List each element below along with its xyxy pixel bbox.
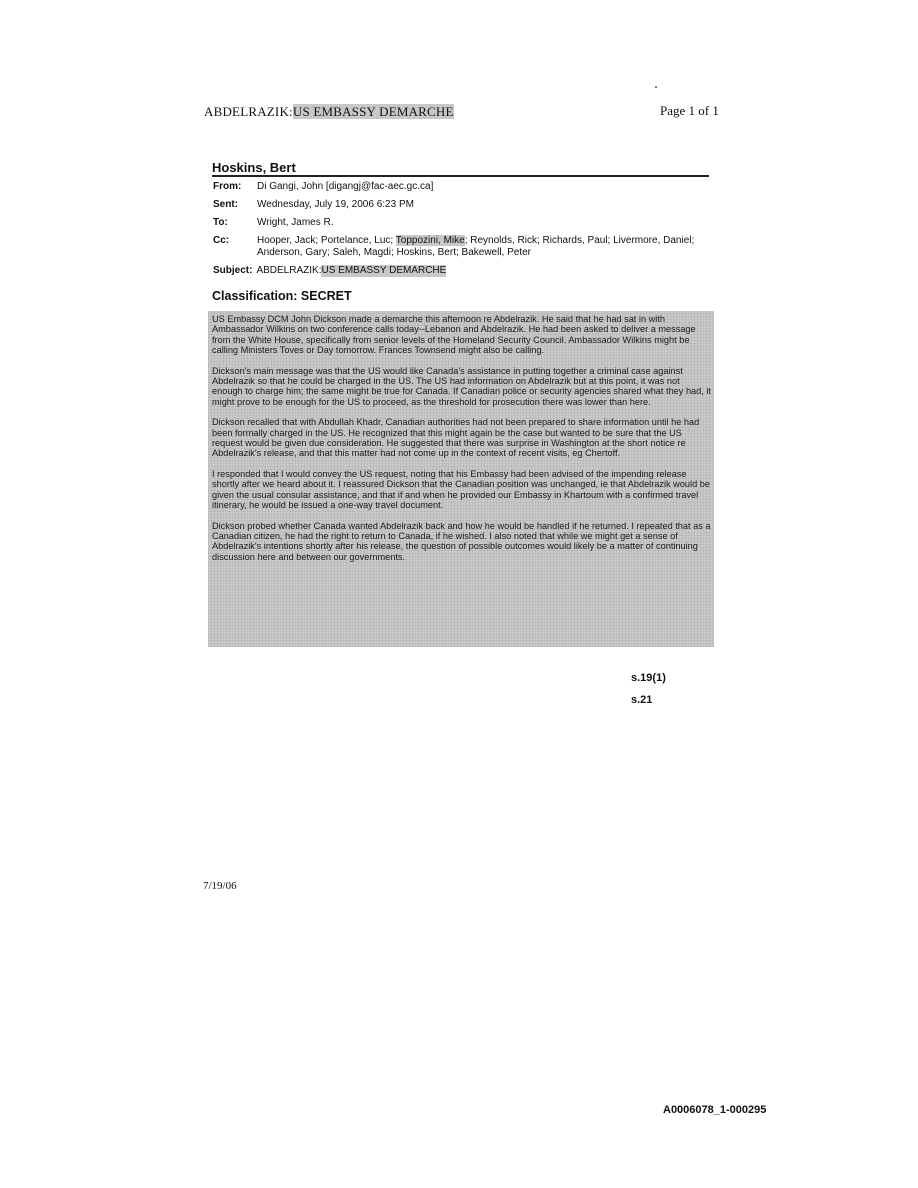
cc-redacted-name: Toppozini, Mike bbox=[395, 235, 465, 246]
page-number: Page 1 of 1 bbox=[660, 103, 719, 118]
from-value: Di Gangi, John [digangj@fac-aec.gc.ca] bbox=[257, 181, 434, 192]
body-paragraph-5: Dickson probed whether Canada wanted Abdelrazik back and how he would be handled if he returned. I repeated that as a Canadian citizen, he had the right to return to Canada, if he wished. I also noted that while we might get a sense of Abdelrazik's intentions shortly after his release, the question of possible outcomes would likely be a matter of continuing discussion here and between our governments. bbox=[212, 520, 711, 562]
title-redacted-portion: US EMBASSY DEMARCHE bbox=[292, 104, 454, 119]
title-prefix: ABDELRAZIK: bbox=[204, 104, 293, 119]
classification-heading: Classification: SECRET bbox=[212, 289, 352, 303]
sent-label: Sent: bbox=[213, 199, 238, 210]
email-header-fields bbox=[213, 181, 713, 277]
from-label: From: bbox=[213, 181, 242, 192]
body-paragraph-3: Dickson recalled that with Abdullah Khadr, Canadian authorities had not been prepared to share information until he had been formally charged in the US. He recognized that this might again be the case but wanted to be sure that the US request would be given due consideration. He suggested that there was surprise in Washington at the short notice re Abdelrazik's release, and that this matter had not come up in the context of recent visits, eg Chertoff. bbox=[212, 417, 700, 459]
document-id: A0006078_1-000295 bbox=[663, 1104, 767, 1116]
subject-redacted-portion: US EMBASSY DEMARCHE bbox=[321, 265, 447, 276]
exemption-code-2: s.21 bbox=[631, 694, 653, 706]
cc-value bbox=[257, 235, 713, 259]
body-paragraph-4: I responded that I would convey the US request, noting that his Embassy had been advised of the impending release shortly after we heard about it. I reassured Dickson that the Canadian position was unchanged, ie that Abdelrazik would be given the usual consular assistance, and that if and when he provided our Embassy in Khartoum with a confirmed travel itinerary, he would be issued a one-way travel document. bbox=[212, 468, 710, 511]
scan-speck bbox=[655, 86, 657, 88]
sender-divider bbox=[212, 175, 709, 177]
subject-label: Subject: bbox=[213, 265, 253, 276]
sender-name: Hoskins, Bert bbox=[212, 160, 296, 175]
document-title bbox=[204, 104, 454, 120]
body-paragraph-2: Dickson's main message was that the US would like Canada's assistance in putting together a criminal case against Abdelrazik so that he could be charged in the US. The US had information on Abdelrazik but at this point, it was not enough to charge him; the same might be true for Canada. If Canadian police or security agencies shared what they had, it might prove to be enough for the US to proceed, as the threshold for prosecution there was lower than here. bbox=[212, 365, 711, 407]
to-row bbox=[213, 217, 713, 229]
cc-value-start: Hooper, Jack; Portelance, Luc; bbox=[257, 235, 396, 246]
to-label: To: bbox=[213, 217, 228, 228]
sent-value: Wednesday, July 19, 2006 6:23 PM bbox=[257, 199, 414, 210]
subject-prefix: ABDELRAZIK: bbox=[256, 265, 322, 276]
message-body bbox=[212, 314, 712, 572]
cc-value-end: ; Reynolds, Rick; Richards, Paul; Livermore, Daniel; Anderson, Gary; Saleh, Magdi; Hoskins, Bert; Bakewell, Peter bbox=[257, 235, 695, 258]
cc-row bbox=[213, 235, 713, 259]
exemption-code-1: s.19(1) bbox=[631, 672, 666, 684]
to-value: Wright, James R. bbox=[257, 217, 334, 228]
sent-row bbox=[213, 199, 713, 211]
subject-row bbox=[213, 265, 713, 277]
from-row bbox=[213, 181, 713, 193]
cc-label: Cc: bbox=[213, 235, 230, 246]
body-paragraph-1: US Embassy DCM John Dickson made a demarche this afternoon re Abdelrazik. He said that he had sat in with Ambassador Wilkins on two conference calls today--Lebanon and Abdelrazik. He had been asked to deliver a message from the White House, specifically from senior levels of the Homeland Security Council. Ambassador Wilkins might be calling Ministers Toves or Day tomorrow. Frances Townsend might also be calling. bbox=[212, 314, 696, 356]
footer-date: 7/19/06 bbox=[203, 880, 237, 892]
